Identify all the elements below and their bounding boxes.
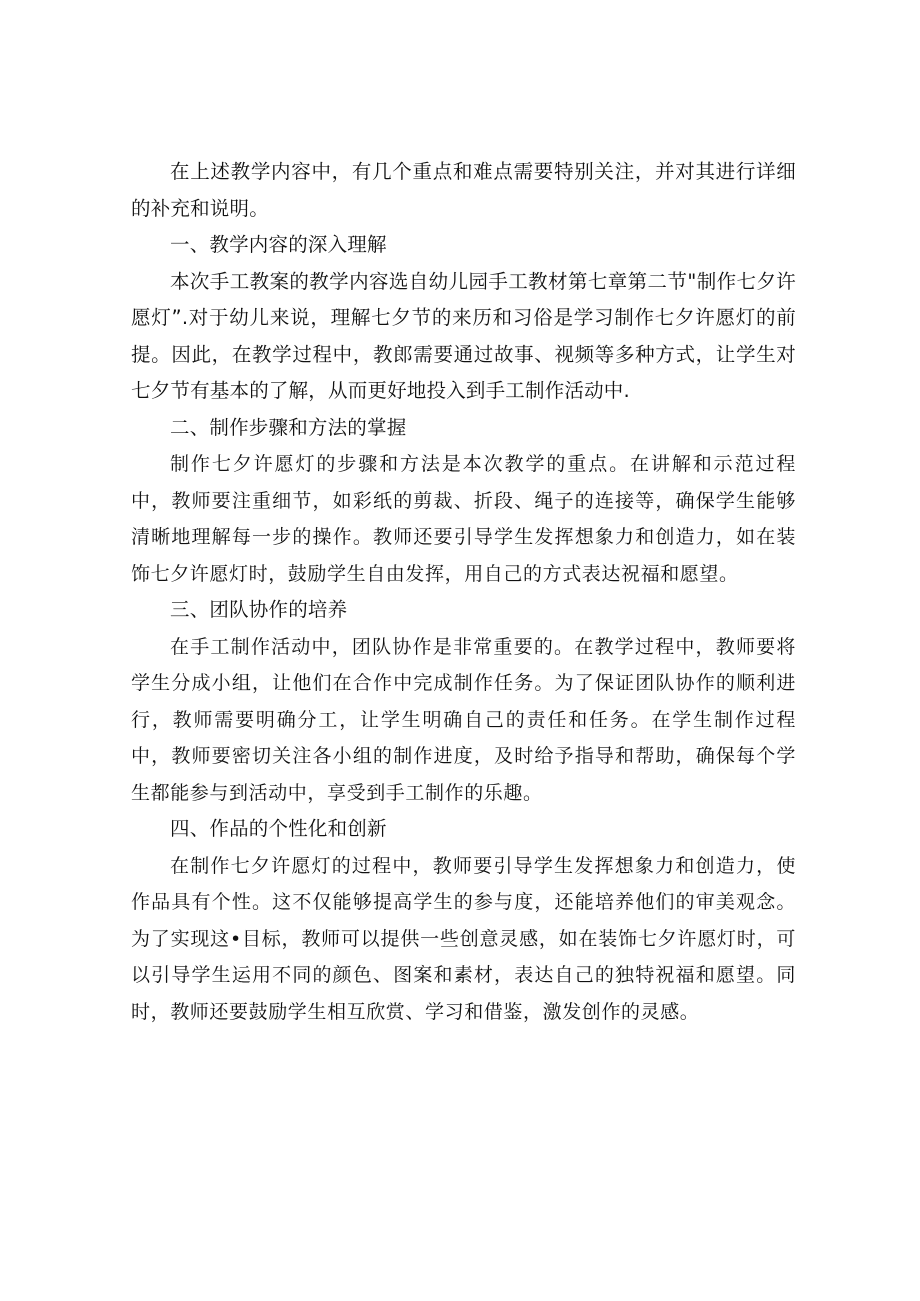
section-1-heading: 一、教学内容的深入理解 <box>170 233 387 256</box>
section-4-body: 在制作七夕许愿灯的过程中，教师要引导学生发挥想象力和创造力，使作品具有个性。这不仅能够提高学生的参与度，还能培养他们的审美观念。为了实现这•目标，教师可以提供一些创意灵感，如在装饰七夕许愿灯时，可以引导学生运用不同的颜色、图案和素材，表达自己的独特祝福和愿望。同时，教师还要鼓励学生相互欣赏、学习和借鉴，激发创作的灵感。 <box>131 854 796 1023</box>
section-2-body: 制作七夕许愿灯的步骤和方法是本次教学的重点。在讲解和示范过程中，教师要注重细节，如彩纸的剪裁、折段、绳子的连接等，确保学生能够清晰地理解每一步的操作。教师还要引导学生发挥想象力和创造力，如在装饰七夕许愿灯时，鼓励学生自由发挥，用自己的方式表达祝福和愿望。 <box>131 453 796 585</box>
section-2-heading: 二、制作步骤和方法的掌握 <box>170 415 407 439</box>
section-1-body: 本次手工教案的教学内容选自幼儿园手工教材第七章第二节"制作七夕许愿灯”.对于幼儿来说，理解七夕节的来历和习俗是学习制作七夕许愿灯的前提。因此，在教学过程中，教郎需要通过故事、视频等多种方式，让学生对七夕节有基本的了解，从而更好地投入到手工制作活动中. <box>131 269 796 402</box>
section-3-body: 在手工制作活动中，团队协作是非常重要的。在教学过程中，教师要将学生分成小组，让他们在合作中完成制作任务。为了保证团队协作的顺利进行，教师需要明确分工，让学生明确自己的责任和任务。在学生制作过程中，教师要密切关注各小组的制作进度，及时给予指导和帮助，确保每个学生都能参与到活动中，享受到手工制作的乐趣。 <box>131 635 796 804</box>
section-4-heading: 四、作品的个性化和创新 <box>170 817 387 840</box>
intro-paragraph: 在上述教学内容中，有几个重点和难点需要特别关注，并对其进行详细的补充和说明。 <box>131 160 796 220</box>
section-3-heading: 三、团队协作的培养 <box>170 598 348 621</box>
document-body <box>131 154 796 1030</box>
